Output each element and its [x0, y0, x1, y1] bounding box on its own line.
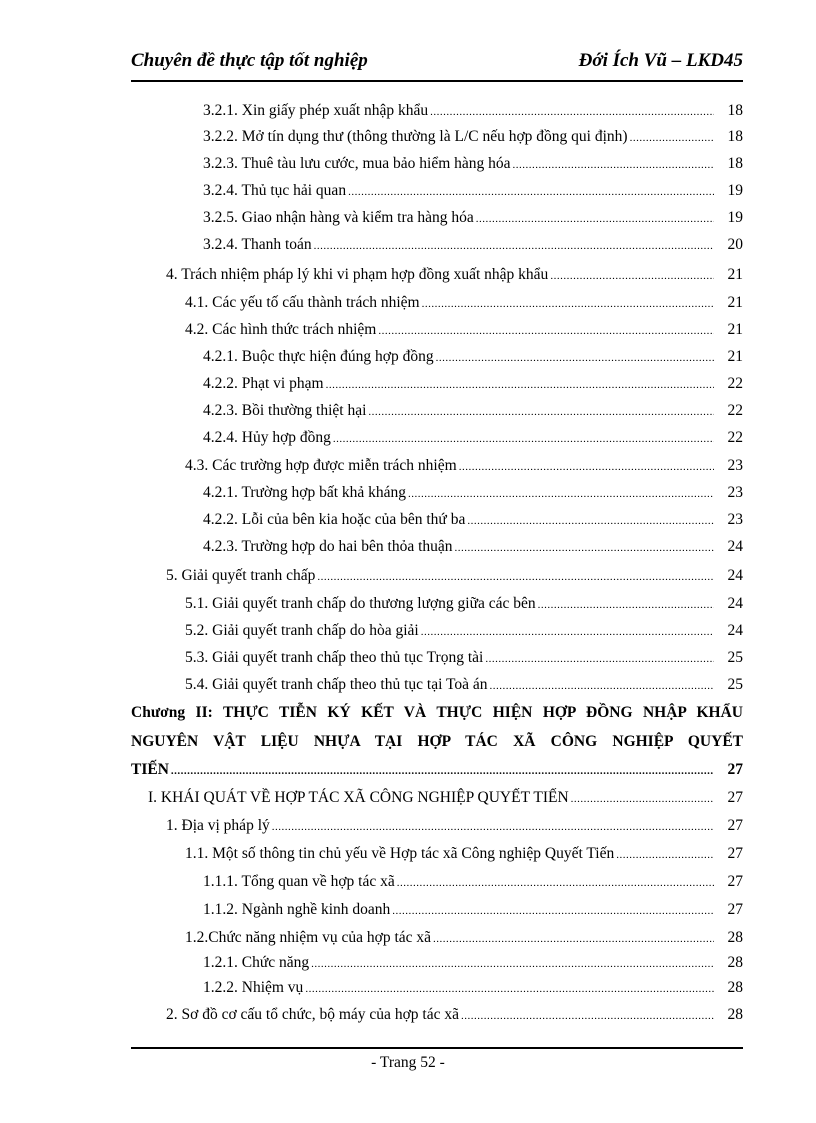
- leader-dots: [550, 270, 714, 282]
- leader-dots: [392, 905, 714, 917]
- leader-dots: [305, 983, 714, 995]
- toc-entry[interactable]: 1.2.1. Chức năng ..... 28: [203, 954, 743, 978]
- toc-entry[interactable]: 4.2.2. Lỗi của bên kia hoặc của bên thứ ba ..... 23: [203, 511, 743, 535]
- leader-dots: [314, 240, 714, 252]
- toc-entry[interactable]: 1.2.2. Nhiệm vụ ..... 28: [203, 979, 743, 1003]
- toc-entry[interactable]: 3.2.5. Giao nhận hàng và kiểm tra hàng hóa ..... 19: [203, 209, 743, 233]
- toc-entry[interactable]: 4.2.2. Phạt vi phạm ..... 22: [203, 375, 743, 399]
- chapter-heading-line-3[interactable]: TIẾN ..... 27: [131, 761, 743, 785]
- leader-dots: [368, 406, 714, 418]
- toc-entry[interactable]: 1. Địa vị pháp lý ..... 27: [166, 817, 743, 841]
- leader-dots: [422, 298, 714, 310]
- leader-dots: [467, 515, 714, 527]
- page-header: [131, 50, 743, 82]
- header-title: Chuyên đề thực tập tốt nghiệp: [131, 50, 368, 71]
- toc-entry[interactable]: 3.2.4. Thanh toán ..... 20: [203, 236, 743, 260]
- toc-entry[interactable]: 4.2.3. Trường hợp do hai bên thỏa thuận ..... 24: [203, 538, 743, 562]
- toc-entry[interactable]: 5.1. Giải quyết tranh chấp do thương lượng giữa các bên ..... 24: [185, 595, 743, 619]
- leader-dots: [378, 325, 714, 337]
- leader-dots: [421, 626, 714, 638]
- leader-dots: [455, 542, 714, 554]
- toc-entry[interactable]: 4.2.3. Bồi thường thiệt hại ..... 22: [203, 402, 743, 426]
- toc-entry[interactable]: 4.3. Các trường hợp được miễn trách nhiệm ..... 23: [185, 457, 743, 481]
- toc-entry[interactable]: 1.1.1. Tổng quan về hợp tác xã ..... 27: [203, 873, 743, 897]
- toc-entry[interactable]: 1.2.Chức năng nhiệm vụ của hợp tác xã ..... 28: [185, 929, 743, 953]
- toc-entry[interactable]: 5.4. Giải quyết tranh chấp theo thủ tục tại Toà án ..... 25: [185, 676, 743, 700]
- leader-dots: [397, 877, 714, 889]
- toc-entry[interactable]: 5. Giải quyết tranh chấp ..... 24: [166, 567, 743, 591]
- leader-dots: [326, 379, 714, 391]
- chapter-heading-line-1[interactable]: Chương II: THỰC TIỄN KÝ KẾT VÀ THỰC HIỆN HỢP ĐỒNG NHẬP KHẨU: [131, 704, 743, 721]
- toc-entry[interactable]: I. KHÁI QUÁT VỀ HỢP TÁC XÃ CÔNG NGHIỆP QUYẾT TIẾN ..... 27: [148, 789, 743, 813]
- leader-dots: [630, 132, 714, 144]
- header-author: Đới Ích Vũ – LKD45: [578, 50, 743, 71]
- leader-dots: [616, 849, 714, 861]
- leader-dots: [317, 571, 714, 583]
- leader-dots: [171, 765, 714, 777]
- leader-dots: [459, 461, 714, 473]
- leader-dots: [430, 106, 714, 118]
- toc-entry[interactable]: 3.2.2. Mở tín dụng thư (thông thường là L/C nếu hợp đồng qui định) ..... 18: [203, 128, 743, 152]
- leader-dots: [485, 653, 714, 665]
- leader-dots: [348, 186, 714, 198]
- toc-entry[interactable]: 4.2.4. Hủy hợp đồng ..... 22: [203, 429, 743, 453]
- leader-dots: [538, 599, 714, 611]
- toc-entry[interactable]: 4.2.1. Buộc thực hiện đúng hợp đồng ..... 21: [203, 348, 743, 372]
- toc-entry[interactable]: 3.2.1. Xin giấy phép xuất nhập khẩu ..... 18: [203, 102, 743, 126]
- leader-dots: [461, 1010, 714, 1022]
- toc-entry[interactable]: 5.2. Giải quyết tranh chấp do hòa giải ..... 24: [185, 622, 743, 646]
- toc-entry[interactable]: 4. Trách nhiệm pháp lý khi vi phạm hợp đồng xuất nhập khẩu ..... 21: [166, 266, 743, 290]
- leader-dots: [311, 958, 714, 970]
- toc-entry[interactable]: 3.2.3. Thuê tàu lưu cước, mua bảo hiểm hàng hóa ..... 18: [203, 155, 743, 179]
- toc-entry[interactable]: 4.1. Các yếu tố cấu thành trách nhiệm ..... 21: [185, 294, 743, 318]
- toc-entry[interactable]: 1.1.2. Ngành nghề kinh doanh ..... 27: [203, 901, 743, 925]
- leader-dots: [272, 821, 714, 833]
- toc-entry[interactable]: 3.2.4. Thủ tục hải quan ..... 19: [203, 182, 743, 206]
- leader-dots: [513, 159, 714, 171]
- leader-dots: [436, 352, 714, 364]
- page-number: - Trang 52 -: [371, 1054, 445, 1071]
- toc-entry[interactable]: 5.3. Giải quyết tranh chấp theo thủ tục Trọng tài ..... 25: [185, 649, 743, 673]
- leader-dots: [333, 433, 714, 445]
- toc-entry[interactable]: 4.2. Các hình thức trách nhiệm ..... 21: [185, 321, 743, 345]
- footer-divider: [131, 1047, 743, 1049]
- leader-dots: [433, 933, 714, 945]
- leader-dots: [476, 213, 714, 225]
- leader-dots: [571, 793, 714, 805]
- chapter-heading-line-2[interactable]: NGUYÊN VẬT LIỆU NHỰA TẠI HỢP TÁC XÃ CÔNG NGHIỆP QUYẾT: [131, 733, 743, 750]
- toc-entry[interactable]: 2. Sơ đồ cơ cấu tổ chức, bộ máy của hợp tác xã ..... 28: [166, 1006, 743, 1030]
- toc-entry[interactable]: 4.2.1. Trường hợp bất khả kháng ..... 23: [203, 484, 743, 508]
- toc-entry[interactable]: 1.1. Một số thông tin chủ yếu về Hợp tác xã Công nghiệp Quyết Tiến ..... 27: [185, 845, 743, 869]
- leader-dots: [490, 680, 714, 692]
- leader-dots: [408, 488, 714, 500]
